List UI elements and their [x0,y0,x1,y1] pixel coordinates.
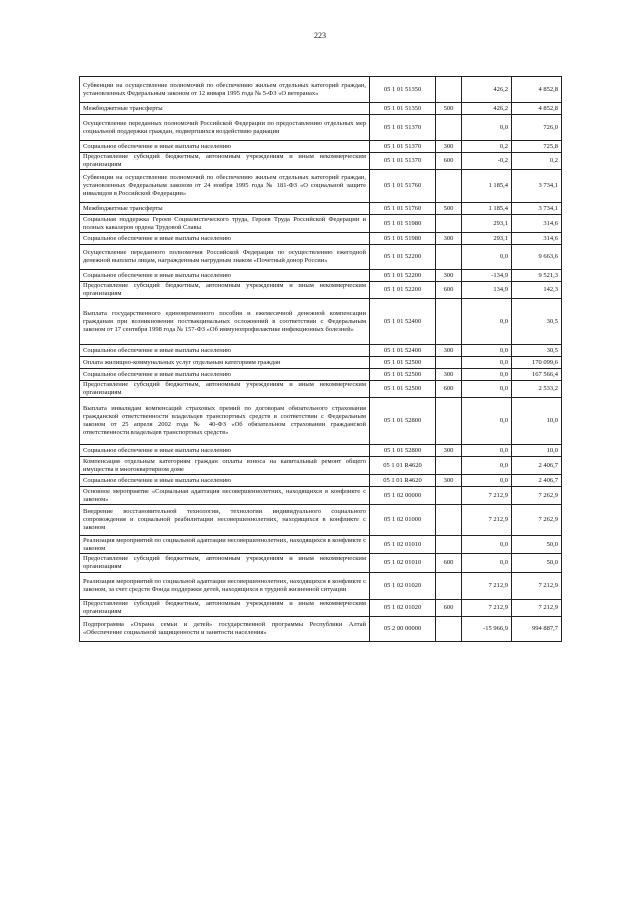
row-code-cell: 05 1 01 51760 [370,170,436,203]
table-row [80,357,562,369]
row-expense-type-cell: 500 [436,203,462,215]
row-name-cell: Выплата инвалидам компенсаций страховых премий по договорам обязательного страхования гражданской ответственности владельцев транспортных средств в соответствии с Федеральным законом от 25 апреля 2002 года № 40-ФЗ «Об обязательном страховании гражданской ответственности владельцев транспортных средств» [80,398,370,445]
table-row [80,617,562,642]
row-amount-change-cell: 134,9 [462,282,512,299]
table-row [80,141,562,153]
row-code-cell: 05 1 02 00000 [370,487,436,505]
row-code-cell: 05 1 01 52400 [370,345,436,357]
row-amount-change-cell: 7 212,9 [462,487,512,505]
table-row [80,215,562,233]
row-amount-total-cell: 314,6 [512,233,562,245]
row-amount-total-cell: 7 262,9 [512,487,562,505]
row-code-cell: 05 1 01 52200 [370,282,436,299]
row-amount-change-cell: 0,2 [462,141,512,153]
table-row [80,381,562,398]
row-expense-type-cell [436,357,462,369]
row-code-cell: 05 1 01 52400 [370,299,436,345]
row-amount-change-cell: 1 185,4 [462,170,512,203]
row-code-cell: 05 1 01 51370 [370,141,436,153]
row-amount-change-cell: 0,0 [462,398,512,445]
row-code-cell: 05 1 01 51370 [370,153,436,170]
row-amount-change-cell: -0,2 [462,153,512,170]
row-amount-total-cell: 170 099,6 [512,357,562,369]
row-name-cell: Подпрограмма «Охрана семьи и детей» государственной программы Республики Алтай «Обеспечение социальной защищенности и занятости населения» [80,617,370,642]
table-row [80,536,562,554]
row-name-cell: Межбюджетные трансферты [80,203,370,215]
row-amount-change-cell: 1 185,4 [462,203,512,215]
row-name-cell: Предоставление субсидий бюджетным, автономным учреждениям и иным некоммерческим организациям [80,282,370,299]
row-expense-type-cell [436,115,462,141]
row-amount-total-cell: 142,3 [512,282,562,299]
row-expense-type-cell: 300 [436,141,462,153]
row-expense-type-cell: 600 [436,600,462,617]
row-amount-change-cell: 0,0 [462,536,512,554]
table-body [80,77,562,642]
row-name-cell: Реализация мероприятий по социальной адаптации несовершеннолетних, находящихся в конфликте с законом, за счет средств Фонда поддержки детей, находящихся в трудной жизненной ситуации [80,573,370,600]
table-row [80,299,562,345]
row-expense-type-cell [436,299,462,345]
row-amount-total-cell: 2 406,7 [512,457,562,475]
row-code-cell: 05 1 01 52200 [370,245,436,270]
row-name-cell: Социальное обеспечение и иные выплаты населению [80,141,370,153]
row-code-cell: 05 1 01 52500 [370,369,436,381]
row-code-cell: 05 1 01 51350 [370,77,436,103]
row-expense-type-cell [436,505,462,536]
row-amount-total-cell: 7 212,9 [512,600,562,617]
row-amount-total-cell: 725,8 [512,141,562,153]
table-row [80,245,562,270]
row-name-cell: Выплата государственного единовременного пособия и ежемесячной денежной компенсации гражданам при возникновении поствакцинальных осложнений в соответствии с Федеральным законом от 17 сентября 1998 года № 157-ФЗ «Об иммунопрофилактике инфекционных болезней» [80,299,370,345]
row-name-cell: Основное мероприятие «Социальная адаптация несовершеннолетних, находящихся в конфликте с законом» [80,487,370,505]
row-code-cell: 05 1 01 R4620 [370,457,436,475]
row-name-cell: Социальное обеспечение и иные выплаты населению [80,475,370,487]
table-row [80,600,562,617]
row-expense-type-cell: 300 [436,369,462,381]
row-code-cell: 05 1 02 01020 [370,600,436,617]
row-expense-type-cell [436,536,462,554]
table-row [80,282,562,299]
row-name-cell: Осуществление переданного полномочия Российской Федерации по осуществлению ежегодной денежной выплаты лицам, награжденным нагрудным знаком «Почетный донор России» [80,245,370,270]
table-row [80,170,562,203]
table-row [80,573,562,600]
row-expense-type-cell [436,245,462,270]
row-code-cell: 05 1 02 01000 [370,505,436,536]
row-amount-change-cell: 0,0 [462,554,512,573]
table-row [80,445,562,457]
row-name-cell: Внедрение восстановительной технологии, технологии индивидуального социального сопровождения и социальной реабилитации несовершеннолетних, находящихся в конфликте с законом [80,505,370,536]
row-amount-change-cell: 426,2 [462,103,512,115]
row-expense-type-cell [436,398,462,445]
row-expense-type-cell [436,573,462,600]
row-amount-total-cell: 314,6 [512,215,562,233]
row-expense-type-cell [436,487,462,505]
row-amount-total-cell: 994 887,7 [512,617,562,642]
row-name-cell: Реализация мероприятий по социальной адаптации несовершеннолетних, находящихся в конфликте с законом [80,536,370,554]
row-expense-type-cell: 500 [436,103,462,115]
row-name-cell: Предоставление субсидий бюджетным, автономным учреждениям и иным некоммерческим организациям [80,554,370,573]
row-amount-total-cell: 0,2 [512,153,562,170]
row-amount-change-cell: 7 212,9 [462,600,512,617]
row-amount-change-cell: 0,0 [462,475,512,487]
row-amount-total-cell: 10,0 [512,445,562,457]
row-amount-change-cell: 0,0 [462,357,512,369]
row-code-cell: 05 1 02 01020 [370,573,436,600]
table-row [80,554,562,573]
row-amount-total-cell: 9 521,3 [512,270,562,282]
row-code-cell: 05 1 02 01010 [370,554,436,573]
row-amount-total-cell: 167 566,4 [512,369,562,381]
row-amount-total-cell: 3 734,1 [512,170,562,203]
table-row [80,77,562,103]
row-expense-type-cell [436,215,462,233]
row-amount-change-cell: 0,0 [462,115,512,141]
row-code-cell: 05 1 01 R4620 [370,475,436,487]
row-amount-change-cell: 7 212,9 [462,505,512,536]
table-row [80,233,562,245]
row-expense-type-cell [436,617,462,642]
row-amount-total-cell: 7 212,9 [512,573,562,600]
row-amount-total-cell: 2 533,2 [512,381,562,398]
row-expense-type-cell: 600 [436,153,462,170]
row-amount-change-cell: 426,2 [462,77,512,103]
row-amount-change-cell: -15 966,9 [462,617,512,642]
row-name-cell: Предоставление субсидий бюджетным, автономным учреждениям и иным некоммерческим организациям [80,153,370,170]
row-amount-change-cell: 0,0 [462,345,512,357]
row-name-cell: Оплата жилищно-коммунальных услуг отдельным категориям граждан [80,357,370,369]
row-amount-total-cell: 7 262,9 [512,505,562,536]
row-name-cell: Социальное обеспечение и иные выплаты населению [80,270,370,282]
row-name-cell: Социальное обеспечение и иные выплаты населению [80,345,370,357]
row-code-cell: 05 1 01 52200 [370,270,436,282]
row-name-cell: Субвенции на осуществление полномочий по обеспечению жильем отдельных категорий граждан, установленных Федеральным законом от 12 января 1995 года № 5-ФЗ «О ветеранах» [80,77,370,103]
row-expense-type-cell: 300 [436,445,462,457]
row-amount-total-cell: 30,5 [512,299,562,345]
row-name-cell: Межбюджетные трансферты [80,103,370,115]
table-row [80,398,562,445]
table-row [80,345,562,357]
row-expense-type-cell: 300 [436,270,462,282]
row-expense-type-cell [436,457,462,475]
row-amount-total-cell: 10,0 [512,398,562,445]
table-row [80,103,562,115]
row-amount-change-cell: 293,1 [462,215,512,233]
row-name-cell: Предоставление субсидий бюджетным, автономным учреждениям и иным некоммерческим организациям [80,600,370,617]
row-name-cell: Компенсация отдельным категориям граждан оплаты взноса на капитальный ремонт общего имущества в многоквартирном доме [80,457,370,475]
table-row [80,203,562,215]
row-name-cell: Социальная поддержка Героев Социалистического труда, Героев Труда Российской Федерации и полных кавалеров ордена Трудовой Славы [80,215,370,233]
row-code-cell: 05 1 01 51980 [370,215,436,233]
row-expense-type-cell: 300 [436,475,462,487]
table-row [80,153,562,170]
row-amount-change-cell: -134,9 [462,270,512,282]
table-row [80,270,562,282]
row-expense-type-cell: 600 [436,554,462,573]
row-amount-change-cell: 0,0 [462,299,512,345]
row-name-cell: Предоставление субсидий бюджетным, автономным учреждениям и иным некоммерческим организациям [80,381,370,398]
row-amount-change-cell: 293,1 [462,233,512,245]
row-code-cell: 05 1 01 52500 [370,357,436,369]
row-amount-change-cell: 7 212,9 [462,573,512,600]
row-amount-change-cell: 0,0 [462,445,512,457]
row-expense-type-cell: 300 [436,233,462,245]
row-code-cell: 05 1 01 51350 [370,103,436,115]
row-code-cell: 05 1 01 52800 [370,445,436,457]
row-expense-type-cell: 600 [436,282,462,299]
row-expense-type-cell: 300 [436,345,462,357]
row-name-cell: Субвенции на осуществление полномочий по обеспечению жильем отдельных категорий граждан, установленных Федеральным законом от 24 ноября 1995 года № 181-ФЗ «О социальной защите инвалидов в Российской Федерации» [80,170,370,203]
row-name-cell: Социальное обеспечение и иные выплаты населению [80,369,370,381]
row-amount-total-cell: 726,0 [512,115,562,141]
row-expense-type-cell [436,77,462,103]
row-amount-total-cell: 50,0 [512,536,562,554]
row-amount-change-cell: 0,0 [462,369,512,381]
budget-table [79,76,562,642]
row-name-cell: Социальное обеспечение и иные выплаты населению [80,233,370,245]
row-amount-change-cell: 0,0 [462,381,512,398]
row-code-cell: 05 1 01 52800 [370,398,436,445]
row-amount-total-cell: 9 663,6 [512,245,562,270]
table-row [80,487,562,505]
row-code-cell: 05 1 02 01010 [370,536,436,554]
row-code-cell: 05 1 01 51370 [370,115,436,141]
row-amount-total-cell: 4 852,8 [512,77,562,103]
row-code-cell: 05 1 01 51760 [370,203,436,215]
page-number: 223 [314,31,326,40]
row-code-cell: 05 1 01 51980 [370,233,436,245]
row-code-cell: 05 2 00 00000 [370,617,436,642]
row-code-cell: 05 1 01 52500 [370,381,436,398]
row-amount-change-cell: 0,0 [462,245,512,270]
row-amount-total-cell: 2 406,7 [512,475,562,487]
table-row [80,369,562,381]
table-row [80,115,562,141]
row-amount-total-cell: 30,5 [512,345,562,357]
row-name-cell: Социальное обеспечение и иные выплаты населению [80,445,370,457]
row-expense-type-cell: 600 [436,381,462,398]
row-amount-total-cell: 3 734,1 [512,203,562,215]
row-amount-total-cell: 50,0 [512,554,562,573]
row-amount-change-cell: 0,0 [462,457,512,475]
row-name-cell: Осуществление переданных полномочий Российской Федерации по предоставлению отдельных мер социальной поддержки граждан, подвергшихся воздействию радиации [80,115,370,141]
table-row [80,505,562,536]
row-amount-total-cell: 4 852,8 [512,103,562,115]
table-row [80,475,562,487]
table-row [80,457,562,475]
row-expense-type-cell [436,170,462,203]
